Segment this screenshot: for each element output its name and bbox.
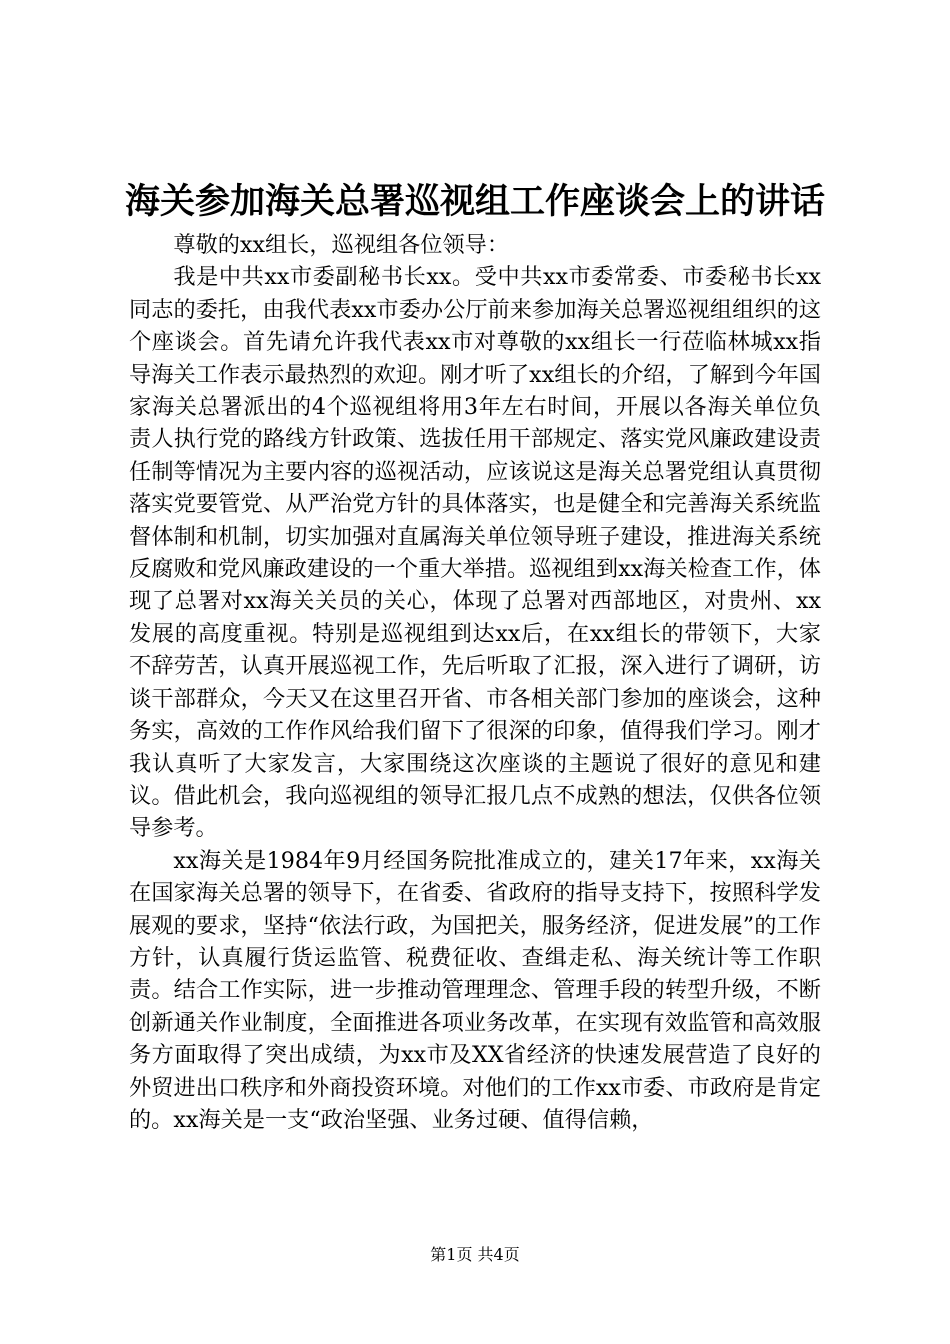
salutation-paragraph: 尊敬的xx组长，巡视组各位领导： [173, 232, 510, 258]
body-paragraph-1: 我是中共xx市委副秘书长xx。受中共xx市委常委、市委秘书长xx同志的委托，由我代表xx市委办公厅前来参加海关总署巡视组组织的这个座谈会。首先请允许我代表xx市对尊敬的xx组长一行莅临林城xx指导海关工作表示最热烈的欢迎。刚才听了xx组长的介绍，了解到今年国家海关总署派出的4个巡视组将用3年左右时间，开展以各海关单位负责人执行党的路线方针政策、选拔任用干部规定、落实党风廉政建设责任制等情况为主要内容的巡视活动，应该说这是海关总署党组认真贯彻落实党要管党、从严治党方针的具体落实，也是健全和完善海关系统监督体制和机制，切实加强对直属海关单位领导班子建设，推进海关系统反腐败和党风廉政建设的一个重大举措。巡视组到xx海关检查工作，体现了总署对xx海关关员的关心，体现了总署对西部地区，对贵州、xx发展的高度重视。特别是巡视组到达xx后，在xx组长的带领下，大家不辞劳苦，认真开展巡视工作，先后听取了汇报，深入进行了调研，访谈干部群众，今天又在这里召开省、市各相关部门参加的座谈会，这种务实，高效的工作作风给我们留下了很深的印象，值得我们学习。刚才我认真听了大家发言，大家围绕这次座谈的主题说了很好的意见和建议。借此机会，我向巡视组的领导汇报几点不成熟的想法，仅供各位领导参考。 [129, 264, 821, 842]
body-paragraph-2: xx海关是1984年9月经国务院批准成立的，建关17年来，xx海关在国家海关总署的领导下，在省委、省政府的指导支持下，按照科学发展观的要求，坚持“依法行政，为国把关，服务经济，促进发展”的工作方针，认真履行货运监管、税费征收、查缉走私、海关统计等工作职责。结合工作实际，进一步推动管理理念、管理手段的转型升级，不断创新通关作业制度，全面推进各项业务改革，在实现有效监管和高效服务方面取得了突出成绩，为xx市及XX省经济的快速发展营造了良好的外贸进出口秩序和外商投资环境。对他们的工作xx市委、市政府是肯定的。xx海关是一支“政治坚强、业务过硬、值得信赖， [129, 847, 821, 1133]
document-body [129, 229, 821, 1136]
document-title: 海关参加海关总署巡视组工作座谈会上的讲话 [124, 181, 825, 222]
page-number-footer: 第1页 共4页 [430, 1245, 520, 1264]
